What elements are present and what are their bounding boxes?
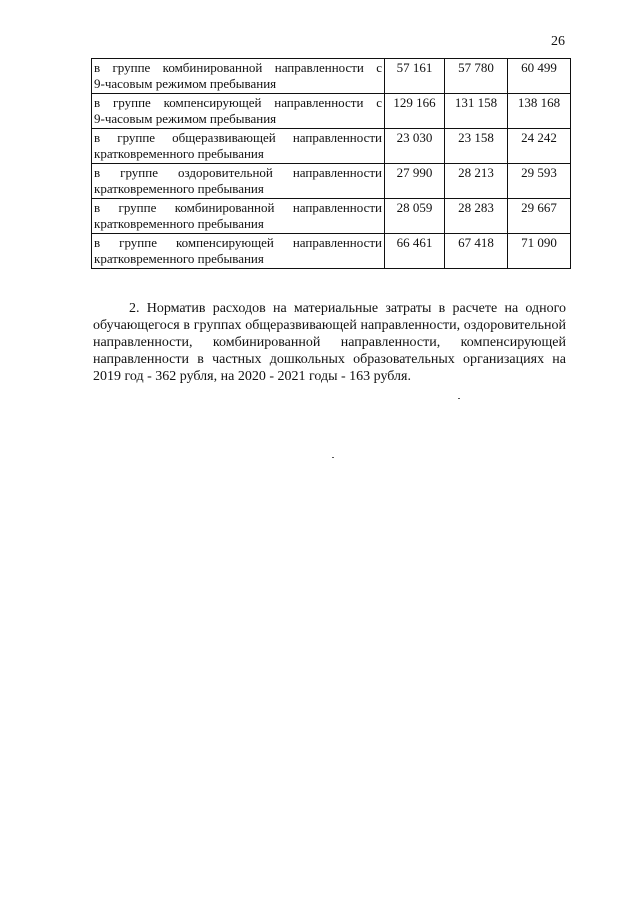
row-description — [92, 164, 385, 199]
scan-speck — [458, 398, 460, 399]
row-description-line: в группе оздоровительной направленности — [94, 165, 382, 180]
value-2019: 27 990 — [385, 164, 445, 199]
row-description — [92, 129, 385, 164]
value-2021: 29 593 — [508, 164, 571, 199]
value-2020: 67 418 — [445, 234, 508, 269]
row-description-line: в группе компенсирующей направленности — [94, 235, 382, 250]
value-2019: 129 166 — [385, 94, 445, 129]
table-row — [92, 234, 571, 269]
value-2020: 28 283 — [445, 199, 508, 234]
row-description-line: в группе комбинированной направленности с — [94, 60, 382, 75]
row-description-line: 9-часовым режимом пребывания — [94, 76, 277, 91]
table-row — [92, 164, 571, 199]
row-description — [92, 59, 385, 94]
row-description-line: в группе компенсирующей направленности с — [94, 95, 382, 110]
page-number: 26 — [551, 34, 565, 49]
value-2020: 28 213 — [445, 164, 508, 199]
table-row — [92, 94, 571, 129]
table-row — [92, 59, 571, 94]
value-2019: 66 461 — [385, 234, 445, 269]
value-2021: 138 168 — [508, 94, 571, 129]
table-row — [92, 199, 571, 234]
row-description — [92, 94, 385, 129]
value-2019: 28 059 — [385, 199, 445, 234]
value-2020: 131 158 — [445, 94, 508, 129]
row-description — [92, 199, 385, 234]
value-2020: 57 780 — [445, 59, 508, 94]
row-description-line: кратковременного пребывания — [94, 181, 264, 196]
value-2021: 71 090 — [508, 234, 571, 269]
row-description-line: 9-часовым режимом пребывания — [94, 111, 277, 126]
value-2021: 60 499 — [508, 59, 571, 94]
value-2021: 24 242 — [508, 129, 571, 164]
value-2020: 23 158 — [445, 129, 508, 164]
value-2019: 57 161 — [385, 59, 445, 94]
norms-table — [91, 58, 571, 269]
row-description — [92, 234, 385, 269]
scan-speck — [332, 457, 334, 458]
row-description-line: в группе комбинированной направленности — [94, 200, 382, 215]
table-row — [92, 129, 571, 164]
row-description-line: кратковременного пребывания — [94, 146, 264, 161]
norm-paragraph: 2. Норматив расходов на материальные затраты в расчете на одного обучающегося в группах общеразвивающей направленности, оздоровительной направленности, комбинированной направленности, компенсирующей направленности в частных дошкольных образовательных организациях на 2019 год - 362 рубля, на 2020 - 2021 годы - 163 рубля. — [93, 301, 566, 384]
row-description-line: кратковременного пребывания — [94, 216, 264, 231]
row-description-line: кратковременного пребывания — [94, 251, 264, 266]
value-2019: 23 030 — [385, 129, 445, 164]
value-2021: 29 667 — [508, 199, 571, 234]
row-description-line: в группе общеразвивающей направленности — [94, 130, 382, 145]
